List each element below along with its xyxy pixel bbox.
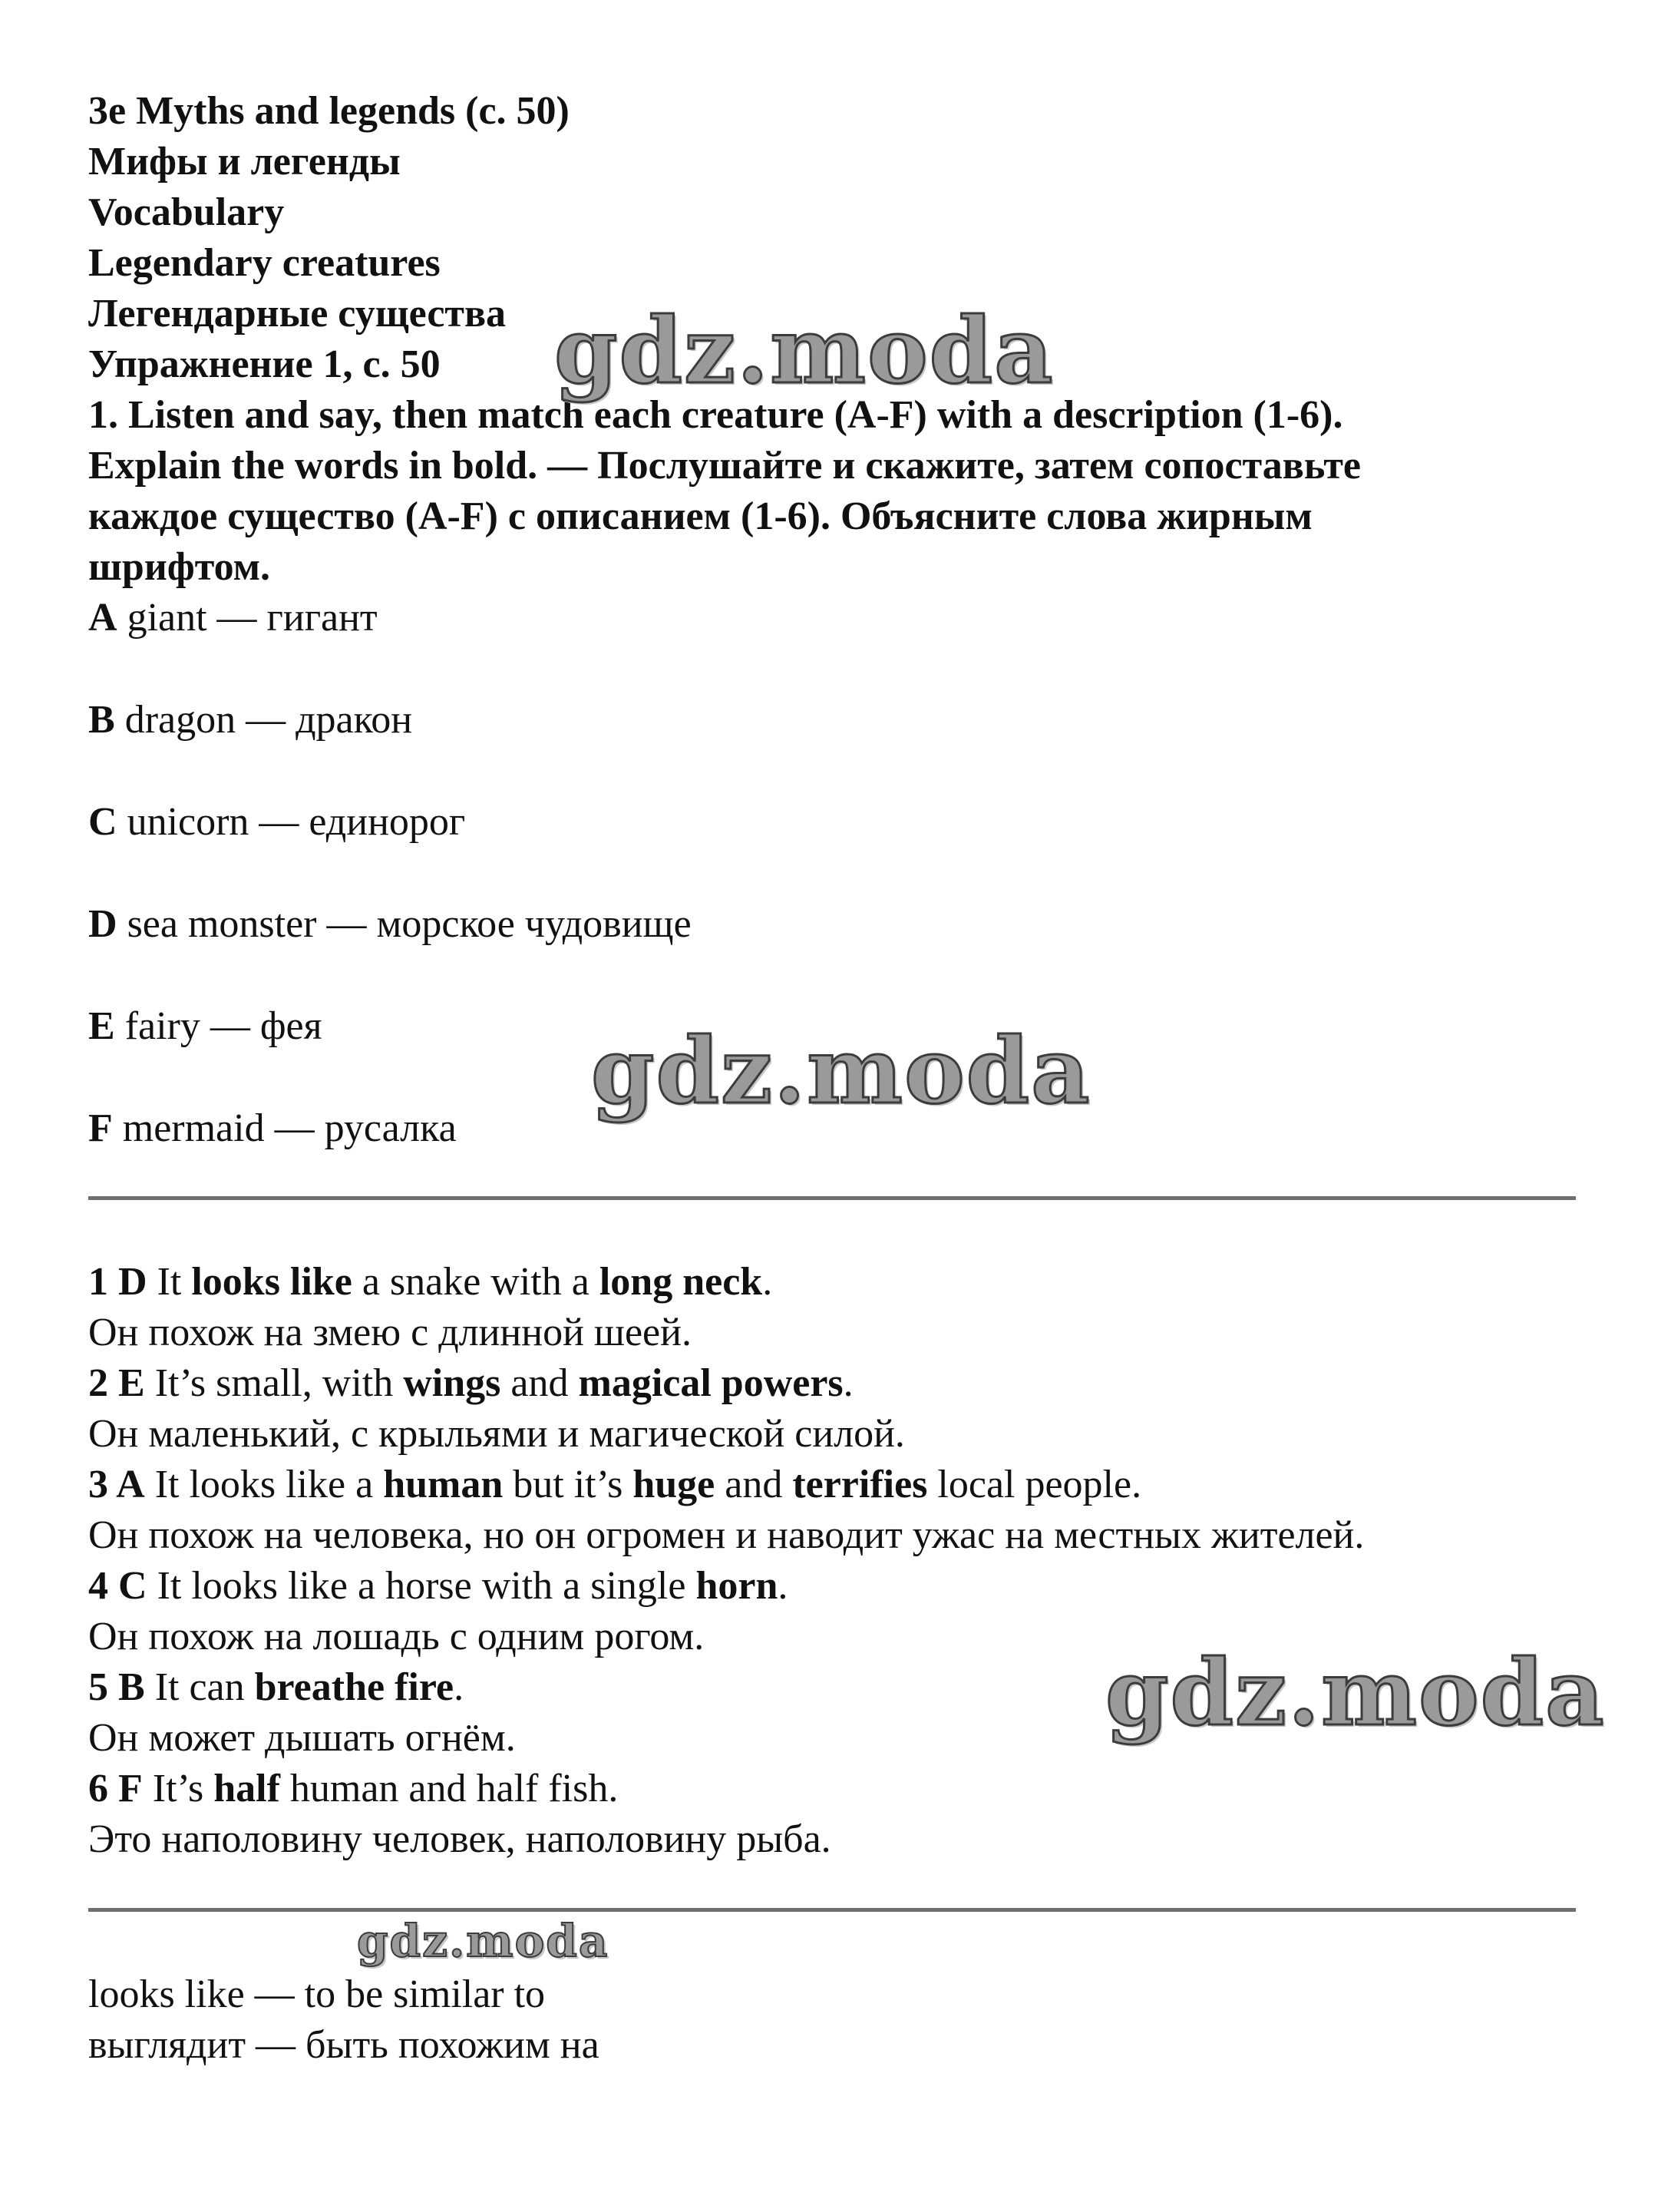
bold-term: human: [383, 1463, 504, 1506]
answer-line-ru: Он может дышать огнём.: [88, 1716, 516, 1760]
creature-item: [88, 899, 692, 950]
creature-text: mermaid — русалка: [112, 1106, 457, 1150]
answer-text: .: [454, 1665, 464, 1709]
answer-text: but it’s: [503, 1463, 633, 1506]
answer-line-en: [88, 1561, 788, 1612]
task-line-1: 1. Listen and say, then match each creature (A-F) with a description (1-6).: [88, 393, 1343, 437]
creature-letter: A: [88, 596, 117, 640]
answer-key: 5 B: [88, 1665, 145, 1709]
answer-text: human and half fish.: [279, 1767, 619, 1810]
answer-key: 4 C: [88, 1564, 147, 1608]
answer-text: .: [762, 1260, 773, 1304]
bold-term: terrifies: [792, 1463, 928, 1506]
answer-text: local people.: [927, 1463, 1142, 1506]
answer-key: 6 F: [88, 1767, 143, 1810]
divider: [88, 1196, 1576, 1200]
creature-text: fairy — фея: [114, 1004, 322, 1048]
lesson-title-ru: Мифы и легенды: [88, 140, 401, 184]
answer-line-en: [88, 1764, 618, 1814]
answer-line-ru: Он похож на змею с длинной шеей.: [88, 1311, 692, 1354]
answer-line-ru: Он похож на лошадь с одним рогом.: [88, 1615, 705, 1658]
answer-text: .: [843, 1361, 854, 1405]
answer-text: .: [778, 1564, 788, 1608]
lesson-title: 3e Myths and legends (c. 50): [88, 89, 570, 133]
answer-text: It: [147, 1260, 192, 1304]
creature-letter: F: [88, 1106, 113, 1150]
creature-item: [88, 695, 412, 746]
answer-text: and: [500, 1361, 579, 1405]
creature-text: dragon — дракон: [114, 698, 413, 742]
bold-term: half: [213, 1767, 280, 1810]
creature-item: [88, 593, 378, 643]
bold-term: long neck: [599, 1260, 763, 1304]
answer-line-en: [88, 1358, 854, 1409]
answer-key: 2 E: [88, 1361, 145, 1405]
subsection-heading-ru: Легендарные существа: [88, 292, 507, 336]
creature-item: [88, 1103, 457, 1154]
bold-term: looks like: [191, 1260, 352, 1304]
answer-line-ru: Это наполовину человек, наполовину рыба.: [88, 1817, 831, 1861]
section-heading: Vocabulary: [88, 190, 285, 234]
creature-letter: B: [88, 698, 115, 742]
answer-text: a snake with a: [352, 1260, 599, 1304]
answer-text: It looks like a: [144, 1463, 384, 1506]
answer-text: It’s small, with: [144, 1361, 404, 1405]
creature-text: giant — гигант: [117, 596, 378, 640]
bold-term: breathe fire: [254, 1665, 454, 1709]
answer-line-ru: Он маленький, с крыльями и магической силой.: [88, 1412, 905, 1456]
answer-text: and: [715, 1463, 793, 1506]
bold-term: wings: [403, 1361, 501, 1405]
watermark-logo: gdz.moda: [357, 1915, 609, 1967]
watermark-logo: gdz.moda: [1105, 1639, 1606, 1746]
answer-key: 1 D: [88, 1260, 147, 1304]
creature-letter: D: [88, 902, 117, 946]
answer-text: It’s: [142, 1767, 214, 1810]
creature-letter: E: [88, 1004, 115, 1048]
answer-text: It can: [144, 1665, 255, 1709]
bold-term: magical powers: [578, 1361, 844, 1405]
task-line-2: Explain the words in bold. — Послушайте и скажите, затем сопоставьте: [88, 444, 1361, 488]
answer-line-ru: Он похож на человека, но он огромен и наводит ужас на местных жителей.: [88, 1513, 1365, 1557]
creature-item: [88, 1001, 322, 1052]
answer-line-en: [88, 1662, 464, 1713]
answer-key: 3 A: [88, 1463, 145, 1506]
subsection-heading: Legendary creatures: [88, 241, 441, 285]
definition-en: looks like — to be similar to: [88, 1972, 546, 2016]
answer-line-en: [88, 1257, 772, 1308]
definition-ru: выглядит — быть похожим на: [88, 2023, 599, 2067]
watermark-logo: gdz.moda: [554, 297, 1055, 404]
exercise-heading: Упражнение 1, с. 50: [88, 342, 441, 386]
answer-text: It looks like a horse with a single: [147, 1564, 696, 1608]
task-line-4: шрифтом.: [88, 545, 271, 589]
creature-letter: C: [88, 800, 117, 844]
bold-term: horn: [695, 1564, 778, 1608]
answer-line-en: [88, 1460, 1141, 1510]
creature-item: [88, 797, 465, 848]
task-line-3: каждое существо (A-F) с описанием (1-6). Объясните слова жирным: [88, 494, 1313, 538]
creature-text: unicorn — единорог: [117, 800, 466, 844]
divider: [88, 1908, 1576, 1912]
creature-text: sea monster — морское чудовище: [117, 902, 692, 946]
watermark-logo: gdz.moda: [591, 1017, 1091, 1124]
bold-term: huge: [632, 1463, 715, 1506]
